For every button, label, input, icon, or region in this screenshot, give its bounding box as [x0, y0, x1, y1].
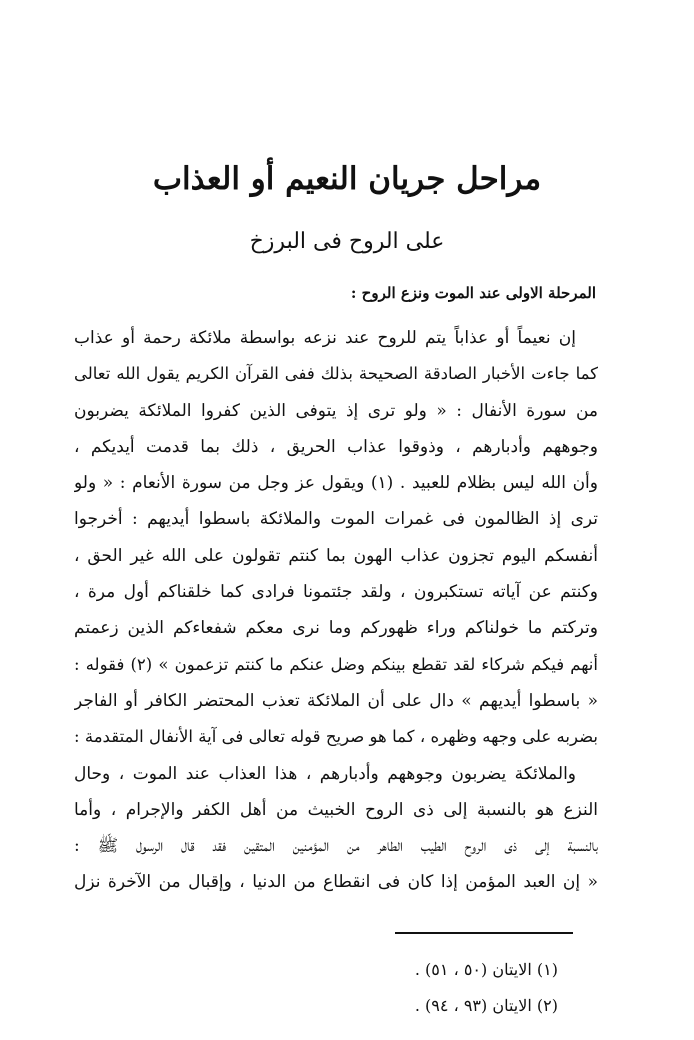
- body-line: كما جاءت الأخبار الصادقة الصحيحة بذلك ففى القرآن الكريم يقول الله تعالى: [74, 364, 598, 384]
- section-heading: المرحلة الاولى عند الموت ونزع الروح :: [350, 284, 596, 302]
- body-text: [74, 320, 598, 901]
- body-line: بالنسبة إلى ذى الروح الطيب الطاهر من المؤمنين المتقين فقد قال الرسول ﷺ :: [74, 836, 598, 857]
- body-line: والملائكة يضربون وجوههم وأدبارهم ، هذا العذاب عند الموت ، وحال: [74, 763, 576, 784]
- body-line: أنهم فيكم شركاء لقد تقطع بينكم وضل عنكم ما كنتم تزعمون » (٢) فقوله :: [74, 654, 598, 674]
- body-line: بضربه على وجهه وظهره ، كما هو صريح قوله تعالى فى آية الأنفال المتقدمة :: [74, 727, 598, 747]
- body-line: وأن الله ليس بظلام للعبيد . (١) ويقول عز وجل من سورة الأنعام : « ولو: [74, 473, 598, 494]
- body-line: النزع هو بالنسبة إلى ذى الروح الخبيث من أهل الكفر والإجرام ، وأما: [74, 799, 598, 820]
- body-line: « إن العبد المؤمن إذا كان فى انقطاع من الدنيا ، وإقبال من الآخرة نزل: [74, 872, 598, 893]
- chapter-title: مراحل جريان النعيم أو العذاب: [152, 161, 542, 197]
- body-line: وكنتم عن آياته تستكبرون ، ولقد جئتمونا فرادى كما خلقناكم أول مرة ،: [74, 582, 598, 603]
- body-line: من سورة الأنفال : « ولو ترى إذ يتوفى الذين كفروا الملائكة يضربون: [74, 400, 598, 421]
- body-line: وتركتم ما خولناكم وراء ظهوركم وما نرى معكم شفعاءكم الذين زعمتم: [74, 618, 598, 639]
- body-line: ترى إذ الظالمون فى غمرات الموت والملائكة باسطوا أيديهم : أخرجوا: [74, 509, 598, 530]
- body-line: وجوههم وأدبارهم ، وذوقوا عذاب الحريق ، ذلك بما قدمت أيديكم ،: [74, 436, 598, 457]
- footnote-1: (١) الايتان (٥٠ ، ٥١) .: [414, 960, 558, 979]
- footnotes: [415, 952, 558, 1024]
- footnote-divider: [395, 932, 573, 934]
- body-line: أنفسكم اليوم تجزون عذاب الهون بما كنتم تقولون على الله غير الحق ،: [74, 545, 598, 566]
- body-line: إن نعيماً أو عذاباً يتم للروح عند نزعه بواسطة ملائكة رحمة أو عذاب: [74, 328, 576, 348]
- chapter-subtitle: على الروح فى البرزخ: [249, 229, 445, 254]
- body-line: « باسطوا أيديهم » دال على أن الملائكة تعذب المحتضر الكافر أو الفاجر: [74, 690, 598, 711]
- footnote-2: (٢) الايتان (٩٣ ، ٩٤) .: [414, 996, 558, 1015]
